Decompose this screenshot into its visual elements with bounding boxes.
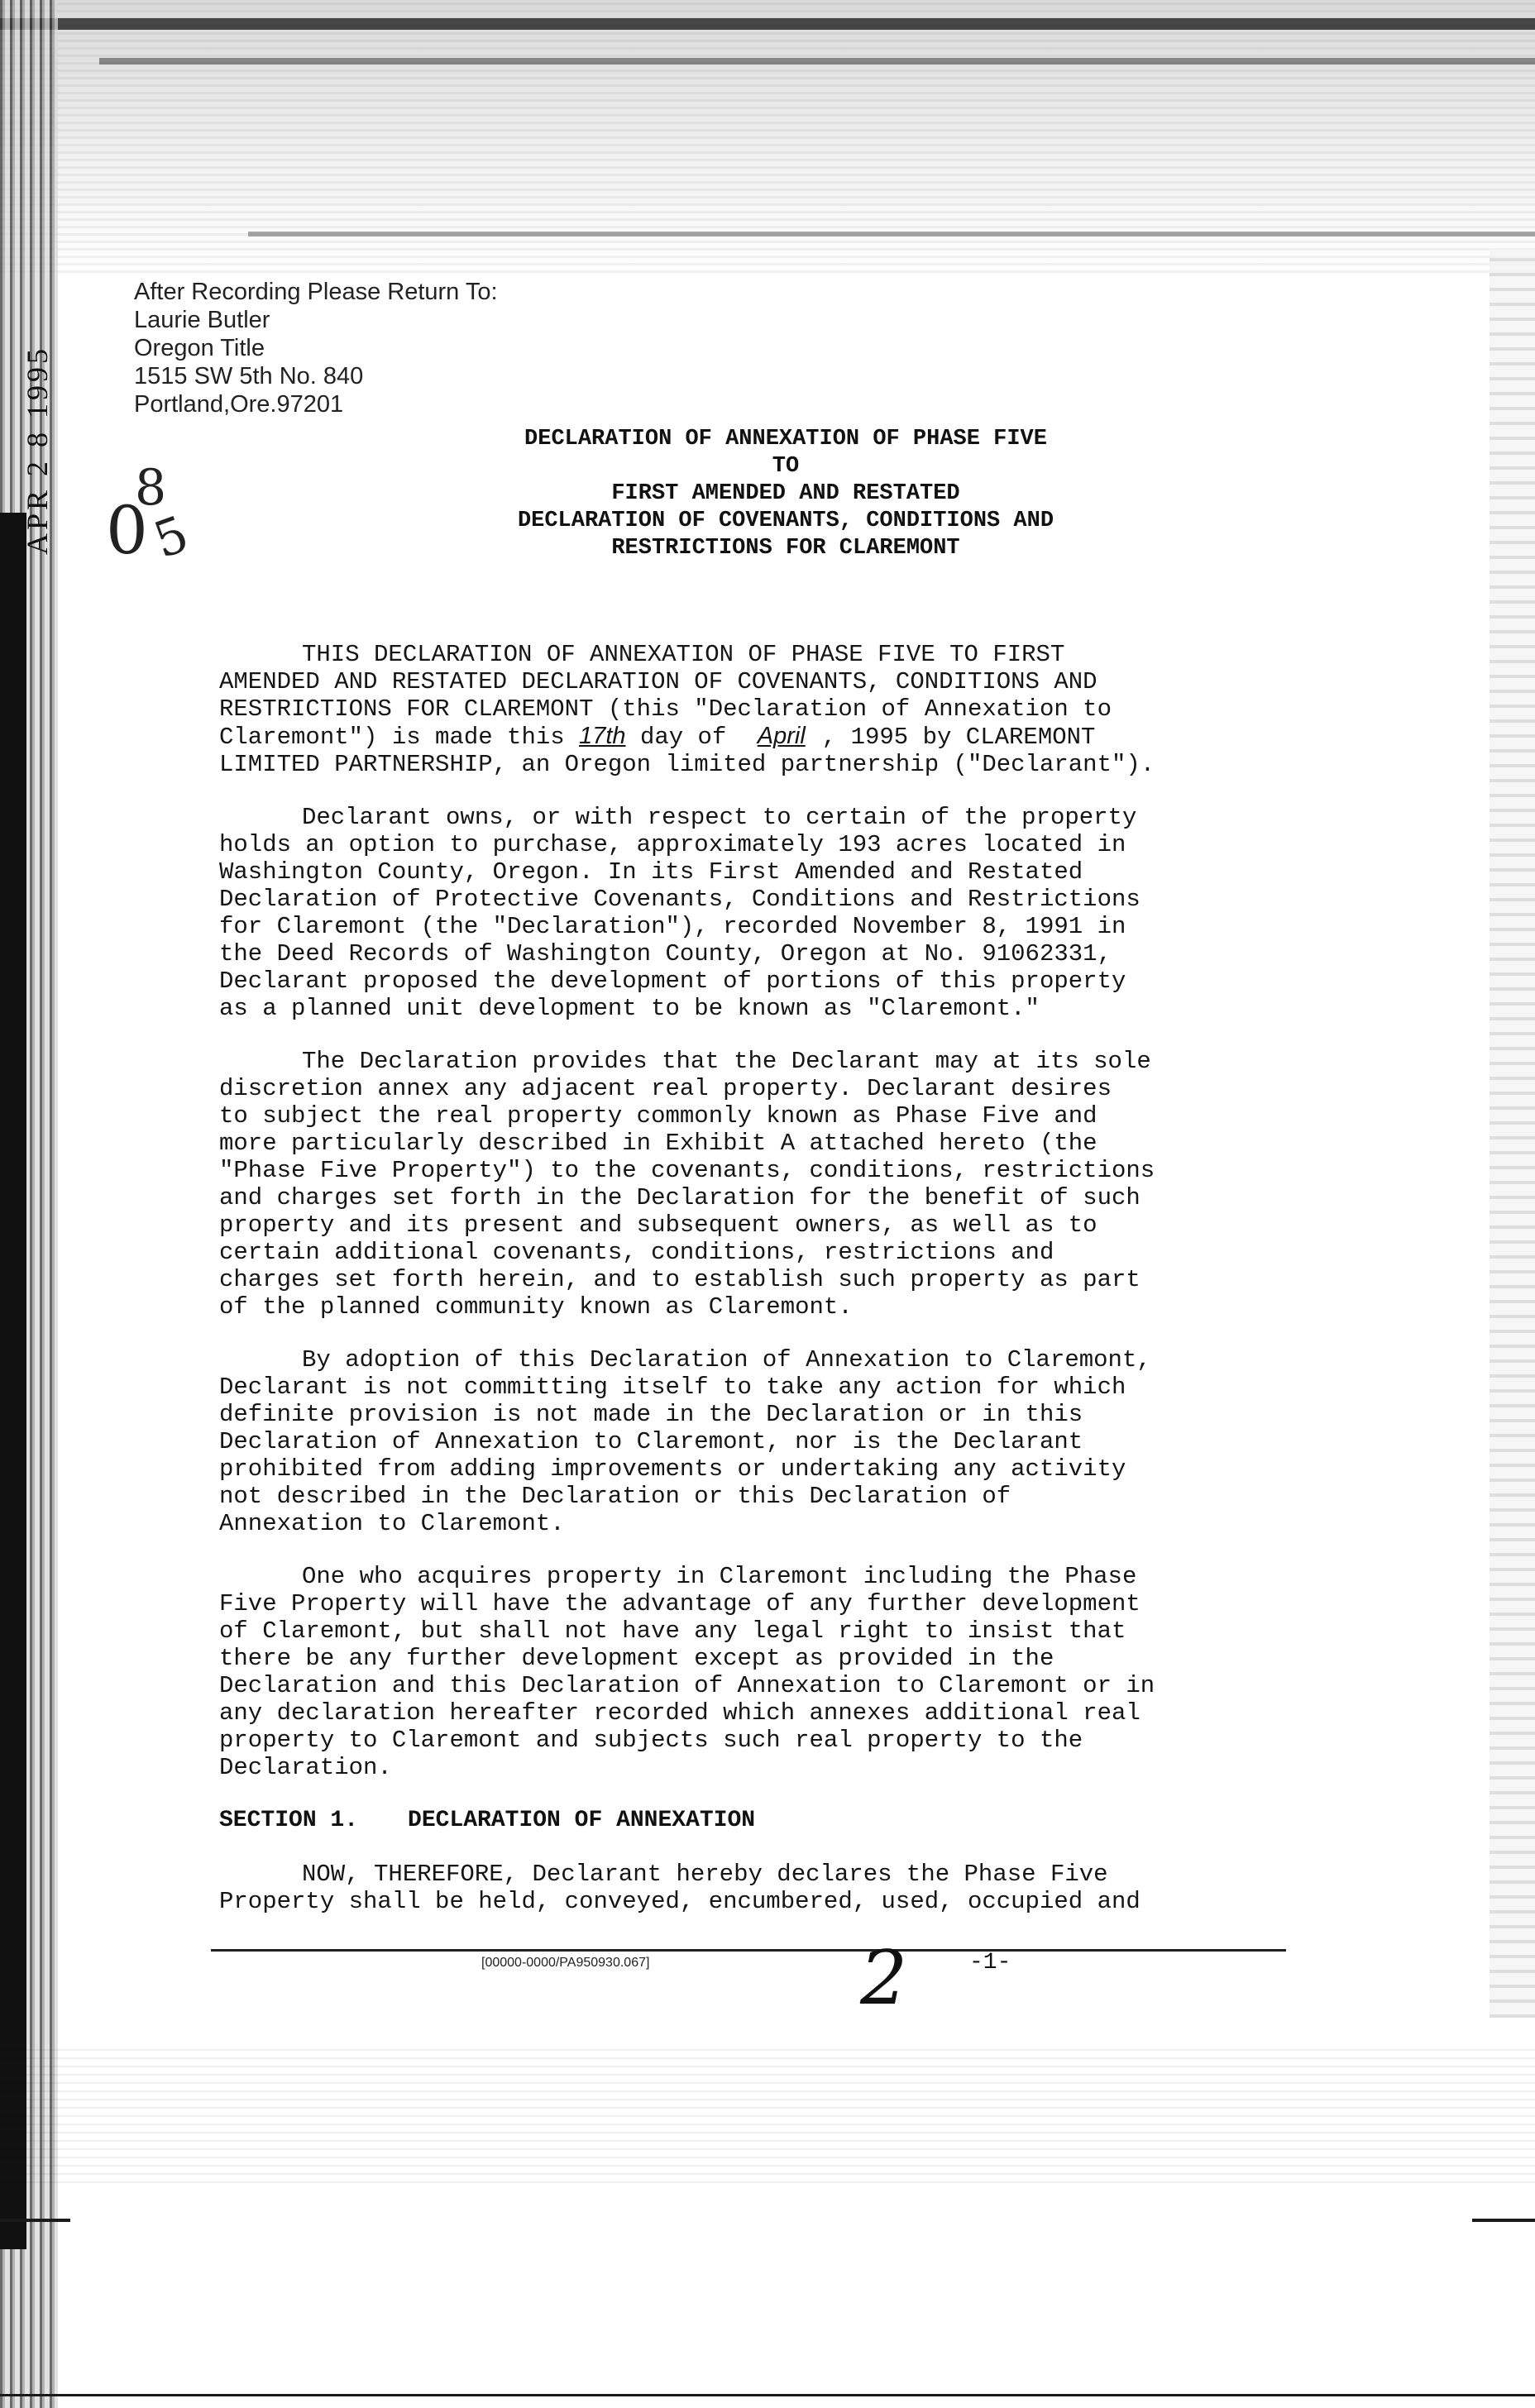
title-line: DECLARATION OF COVENANTS, CONDITIONS AND	[517, 509, 1054, 533]
paragraph-recitals-3	[219, 1346, 1311, 1537]
paragraph-line: holds an option to purchase, approximately 193 acres located in	[219, 831, 1126, 858]
paragraph-line: the Deed Records of Washington County, Oregon at No. 91062331,	[219, 940, 1112, 967]
scan-band-3	[248, 232, 1535, 236]
section-1-paragraph	[219, 1861, 1311, 1915]
paragraph-line: of the planned community known as Claremont.	[219, 1293, 853, 1321]
paragraph-line: Declaration of Annexation to Claremont, nor is the Declarant	[219, 1428, 1083, 1455]
paragraph-line: as a planned unit development to be known as "Claremont."	[219, 995, 1040, 1022]
paragraph-line: discretion annex any adjacent real property. Declarant desires	[219, 1075, 1112, 1102]
paragraph-line: LIMITED PARTNERSHIP, an Oregon limited partnership ("Declarant").	[219, 751, 1155, 778]
paragraph-line: not described in the Declaration or this Declaration of	[219, 1483, 1011, 1510]
title-line: DECLARATION OF ANNEXATION OF PHASE FIVE	[524, 427, 1047, 452]
return-address-line: Laurie Butler	[134, 307, 270, 333]
text-fragment: Claremont") is made this	[219, 724, 565, 751]
paragraph-line: Declaration and this Declaration of Annexation to Claremont or in	[219, 1672, 1155, 1699]
text-fragment: day of	[639, 724, 727, 751]
paragraph-line: certain additional covenants, conditions, restrictions and	[219, 1239, 1054, 1266]
scan-right-edge	[1490, 248, 1535, 2018]
scan-band-2	[99, 58, 1535, 64]
paragraph-line: charges set forth herein, and to establish such property as part	[219, 1266, 1140, 1293]
page-number: -1-	[969, 1950, 1011, 1976]
handwritten-char: 0	[106, 492, 148, 569]
text-fragment: , 1995 by CLAREMONT	[821, 724, 1096, 751]
document-code: [00000-0000/PA950930.067]	[481, 1956, 650, 1970]
paragraph-line: any declaration hereafter recorded which annexes additional real	[219, 1699, 1140, 1727]
section-number: SECTION 1.	[219, 1808, 359, 1833]
section-title: DECLARATION OF ANNEXATION	[408, 1808, 756, 1833]
paragraph-line: Washington County, Oregon. In its First Amended and Restated	[219, 858, 1083, 886]
handwritten-page-number: 2	[860, 1935, 908, 2022]
paragraph-line: and charges set forth in the Declaration for the benefit of such	[219, 1184, 1140, 1211]
paragraph-line: Property shall be held, conveyed, encumbered, used, occupied and	[219, 1888, 1140, 1915]
title-line: FIRST AMENDED AND RESTATED	[611, 481, 960, 506]
scan-bottom-line	[0, 2394, 1535, 2396]
paragraph-line: more particularly described in Exhibit A attached hereto (the	[219, 1130, 1097, 1157]
return-address-line: Portland,Ore.97201	[134, 391, 344, 418]
paragraph-line: prohibited from adding improvements or undertaking any activity	[219, 1455, 1126, 1483]
paragraph-line: definite provision is not made in the Declaration or in this	[219, 1401, 1083, 1428]
filled-month-blank: April	[757, 723, 806, 749]
paragraph-recitals-1	[219, 804, 1311, 1022]
handwritten-char: 5	[146, 504, 197, 571]
return-address	[134, 278, 672, 418]
paragraph-line: for Claremont (the "Declaration"), recorded November 8, 1991 in	[219, 913, 1126, 940]
scan-mark-left	[0, 2219, 70, 2222]
paragraph-line: RESTRICTIONS FOR CLAREMONT (this "Declaration of Annexation to	[219, 695, 1112, 723]
paragraph-line: THIS DECLARATION OF ANNEXATION OF PHASE FIVE TO FIRST	[302, 641, 1065, 668]
paragraph-line: property and its present and subsequent owners, as well as to	[219, 1211, 1097, 1239]
document-title	[372, 426, 1199, 562]
paragraph-line: Declaration of Protective Covenants, Conditions and Restrictions	[219, 886, 1140, 913]
return-address-line: 1515 SW 5th No. 840	[134, 363, 364, 389]
scan-noise-bottom	[0, 2042, 1535, 2183]
paragraph-line: "Phase Five Property") to the covenants, conditions, restrictions	[219, 1157, 1155, 1184]
paragraph-line: Declarant proposed the development of portions of this property	[219, 967, 1126, 995]
document-body	[219, 641, 1311, 1807]
return-address-line: After Recording Please Return To:	[134, 279, 498, 305]
paragraph-line: of Claremont, but shall not have any legal right to insist that	[219, 1617, 1126, 1645]
paragraph-recitals-2	[219, 1048, 1311, 1321]
paragraph-intro	[219, 641, 1311, 778]
scan-band-1	[0, 18, 1535, 30]
paragraph-line: By adoption of this Declaration of Annexation to Claremont,	[302, 1346, 1151, 1374]
paragraph-line: Annexation to Claremont.	[219, 1510, 565, 1537]
paragraph-line: NOW, THEREFORE, Declarant hereby declares the Phase Five	[302, 1861, 1108, 1888]
paragraph-line: Declarant is not committing itself to take any action for which	[219, 1374, 1126, 1401]
return-address-line: Oregon Title	[134, 335, 265, 361]
footer-rule	[211, 1949, 1286, 1952]
section-1-heading	[219, 1808, 755, 1833]
title-line: RESTRICTIONS FOR CLAREMONT	[611, 536, 960, 561]
scan-left-strip	[0, 513, 26, 2249]
paragraph-line: AMENDED AND RESTATED DECLARATION OF COVENANTS, CONDITIONS AND	[219, 668, 1097, 695]
paragraph-recitals-4	[219, 1563, 1311, 1781]
recording-date-stamp: APR 2 8 1995	[21, 345, 54, 555]
paragraph-line: there be any further development except as provided in the	[219, 1645, 1054, 1672]
paragraph-line: Five Property will have the advantage of any further development	[219, 1590, 1140, 1617]
paragraph-line: One who acquires property in Claremont including the Phase	[302, 1563, 1137, 1590]
handwritten-annotation	[98, 459, 213, 583]
handwritten-char: 8	[135, 459, 167, 517]
scan-mark-right	[1472, 2219, 1535, 2222]
paragraph-line-with-blanks	[219, 723, 1311, 751]
paragraph-line: Declarant owns, or with respect to certain of the property	[302, 804, 1137, 831]
title-line: TO	[772, 454, 800, 479]
paragraph-line: to subject the real property commonly known as Phase Five and	[219, 1102, 1097, 1130]
paragraph-line: The Declaration provides that the Declarant may at its sole	[302, 1048, 1151, 1075]
paragraph-line: property to Claremont and subjects such real property to the	[219, 1727, 1083, 1754]
paragraph-line: Declaration.	[219, 1754, 392, 1781]
filled-day-blank: 17th	[579, 723, 626, 749]
